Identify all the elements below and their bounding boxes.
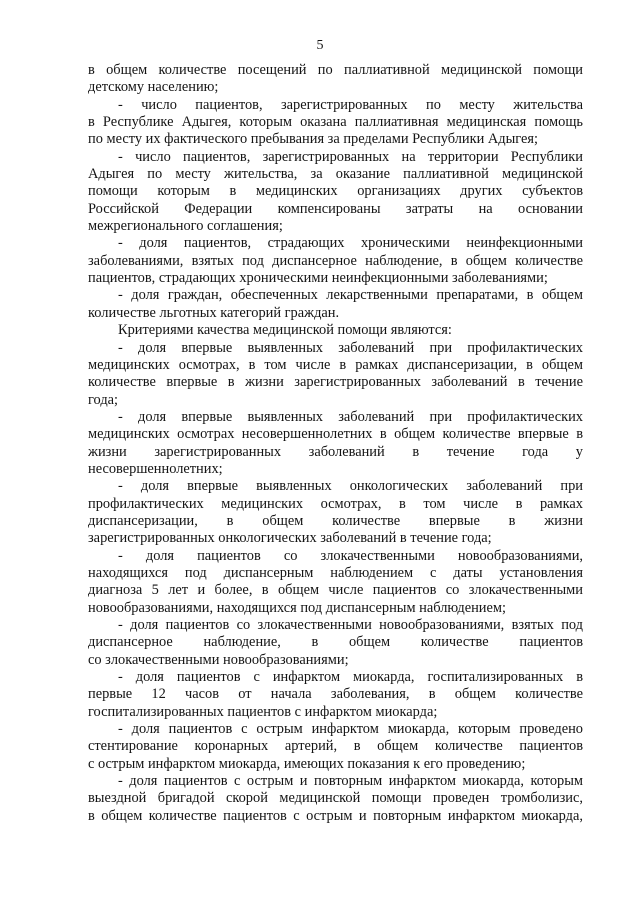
text-line: зарегистрированных онкологических заболеваний в течение года; [88,530,492,547]
text-line: - доля впервые выявленных заболеваний при профилактических [118,339,583,356]
text-line: пациентов, страдающих хроническими неинфекционными заболеваниями; [88,270,548,287]
text-line: - доля граждан, обеспеченных лекарственными препаратами, в общем [118,287,583,304]
text-line: новообразованиями, находящихся под диспансерным наблюдением; [88,599,507,616]
text-line: детскому населению; [88,79,219,96]
text-line: первые 12 часов от начала заболевания, в общем количестве [88,686,583,703]
text-line: медицинских осмотрах, в том числе в рамках диспансеризации, в общем [88,356,583,373]
text-line: - доля пациентов с острым инфарктом миокарда, которым проведено [118,721,583,738]
text-line: Российской Федерации компенсированы затраты на основании [88,200,583,217]
text-line: находящихся под диспансерным наблюдением с даты установления [88,564,583,581]
page-number: 5 [316,38,324,53]
text-line: со злокачественными новообразованиями; [88,651,349,668]
text-line: помощи которым в медицинских организациях других субъектов [88,183,583,200]
text-line: - доля пациентов, страдающих хроническими неинфекционными [118,235,583,252]
text-line: диспансеризации, в общем количестве впервые в жизни [88,512,583,529]
text-line: медицинских осмотрах несовершеннолетних в общем количестве впервые в [88,426,583,443]
text-line: диспансерное наблюдение, в общем количестве пациентов [88,634,583,651]
text-line: диагноза 5 лет и более, в общем числе пациентов со злокачественными [88,582,583,599]
text-line: госпитализированных пациентов с инфарктом миокарда; [88,703,438,720]
text-line: - доля пациентов со злокачественными новообразованиями, [118,547,583,564]
text-line: - число пациентов, зарегистрированных на территории Республики [118,148,583,165]
text-line: межрегионального соглашения; [88,218,283,235]
text-line: жизни зарегистрированных заболеваний в течение года у [88,443,583,460]
text-line: - доля пациентов со злокачественными новообразованиями, взятых под [118,617,583,633]
text-line: количестве впервые в жизни зарегистрированных заболеваний в течение [88,374,583,391]
text-line: несовершеннолетних; [88,460,223,477]
text-line: в общем количестве посещений по паллиативной медицинской помощи [88,62,583,78]
text-line: количестве льготных категорий граждан. [88,304,340,321]
body-text [88,62,583,825]
text-line: в Республике Адыгея, которым оказана паллиативная медицинская помощь [88,114,583,131]
text-line: Адыгея по месту жительства, за оказание паллиативной медицинской [88,166,583,183]
text-line: - число пациентов, зарегистрированных по месту жительства [118,96,583,113]
text-line: профилактических медицинских осмотрах, в том числе в рамках [88,495,583,512]
text-line: - доля пациентов с острым и повторным инфарктом миокарда, которым [118,773,583,790]
text-line: в общем количестве пациентов с острым и повторным инфарктом миокарда, [88,807,583,824]
text-line: - доля пациентов с инфарктом миокарда, госпитализированных в [118,669,583,686]
text-line: заболеваниями, взятых под диспансерное наблюдение, в общем количестве [88,252,583,269]
text-line: по месту их фактического пребывания за пределами Республики Адыгея; [88,131,539,148]
text-line: с острым инфарктом миокарда, имеющих показания к его проведению; [88,755,526,772]
text-line: выездной бригадой скорой медицинской помощи проведен тромболизис, [88,790,583,807]
text-line: - доля впервые выявленных заболеваний при профилактических [118,408,583,425]
text-line: Критериями качества медицинской помощи являются: [118,322,452,339]
text-line: стентирование коронарных артерий, в общем количестве пациентов [88,738,583,755]
text-line: - доля впервые выявленных онкологических заболеваний при [118,478,583,495]
text-line: года; [88,391,119,408]
